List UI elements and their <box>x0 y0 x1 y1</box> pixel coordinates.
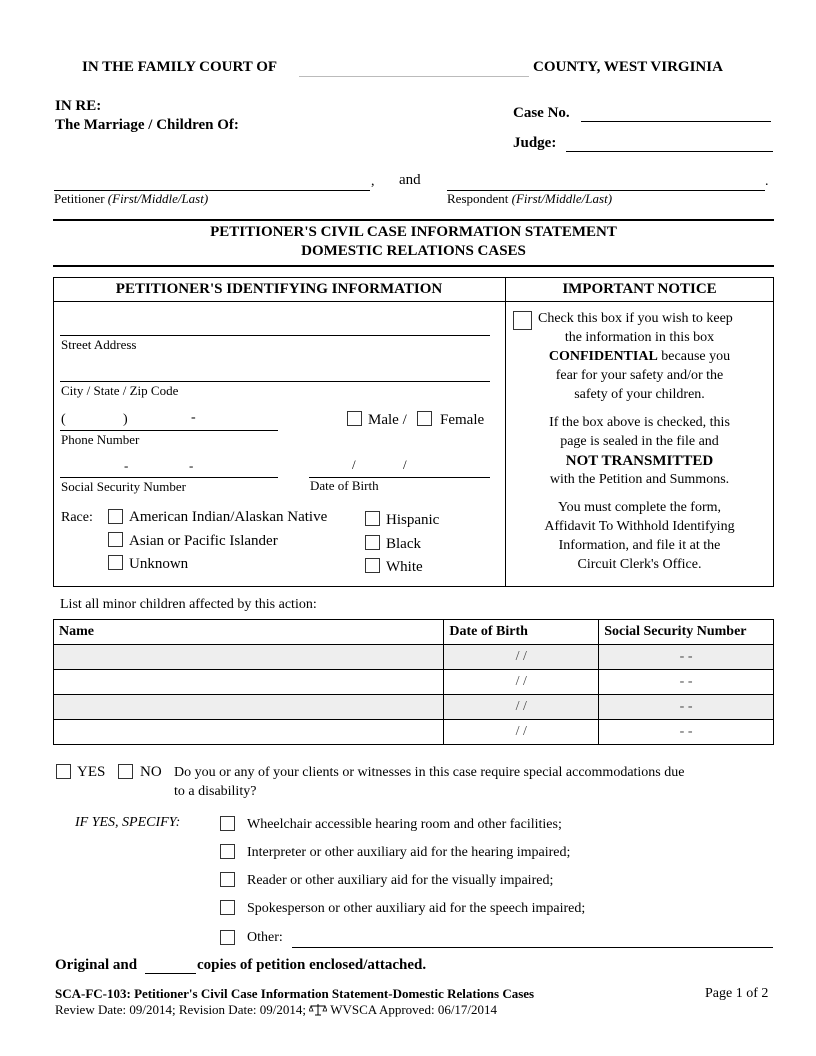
race-hispanic-checkbox[interactable] <box>365 511 380 526</box>
notice-p1-d: fear for your safety and/or the <box>555 368 724 383</box>
marriage-of: The Marriage / Children Of: <box>55 117 239 133</box>
child-name-cell[interactable] <box>54 670 444 695</box>
phone-open-paren: ( <box>61 412 66 427</box>
notice-p3-b: Affidavit To Withhold Identifying <box>544 519 735 534</box>
respondent-caption: Respondent (First/Middle/Last) <box>447 191 613 206</box>
no-label: NO <box>140 764 162 780</box>
notice-p1-e: safety of your children. <box>574 387 705 402</box>
child-dob-cell[interactable]: / / <box>444 670 599 695</box>
yes-checkbox[interactable] <box>56 764 71 779</box>
race-american-indian-checkbox[interactable] <box>108 509 123 524</box>
county-field[interactable] <box>299 76 529 77</box>
ssn-dash-2: - <box>189 458 194 473</box>
col-name: Name <box>54 620 444 645</box>
title-rule-top <box>53 219 774 221</box>
confidential-checkbox[interactable] <box>513 311 532 330</box>
children-header-row <box>54 620 774 645</box>
notice-p1-a: Check this box if you wish to keep <box>538 311 733 326</box>
info-box-header-rule <box>53 301 774 302</box>
no-checkbox[interactable] <box>118 764 133 779</box>
notice-heading: IMPORTANT NOTICE <box>562 281 717 297</box>
child-ssn-cell[interactable]: - - <box>599 720 774 745</box>
phone-number-label: Phone Number <box>61 432 140 447</box>
phone-close-paren: ) <box>123 412 128 427</box>
city-state-zip-label: City / State / Zip Code <box>61 383 179 398</box>
city-state-zip-field[interactable] <box>60 381 490 382</box>
title-line1: PETITIONER'S CIVIL CASE INFORMATION STATEMENT <box>210 224 617 240</box>
street-address-label: Street Address <box>61 337 137 352</box>
table-row <box>54 720 774 745</box>
interpreter-label: Interpreter or other auxiliary aid for the hearing impaired; <box>247 845 571 860</box>
child-ssn-cell[interactable]: - - <box>599 645 774 670</box>
table-row <box>54 645 774 670</box>
race-white-checkbox[interactable] <box>365 558 380 573</box>
title-rule-bottom <box>53 265 774 267</box>
case-no-field[interactable] <box>581 121 771 122</box>
phone-number-field[interactable] <box>60 430 278 431</box>
review-dates: Review Date: 09/2014; Revision Date: 09/2014; WVSCA Approved: 06/17/2014 <box>55 1002 497 1020</box>
other-checkbox[interactable] <box>220 930 235 945</box>
table-row <box>54 695 774 720</box>
notice-p2-a: If the box above is checked, this <box>549 415 730 430</box>
col-ssn: Social Security Number <box>599 620 774 645</box>
and-text: and <box>399 172 421 188</box>
male-label: Male / <box>368 412 407 428</box>
race-unknown-checkbox[interactable] <box>108 555 123 570</box>
notice-p2-c: with the Petition and Summons. <box>549 472 730 487</box>
race-unknown-label: Unknown <box>129 556 189 572</box>
if-yes-specify: IF YES, SPECIFY: <box>75 815 181 830</box>
case-no-label: Case No. <box>513 105 570 121</box>
copies-prefix: Original and <box>55 957 138 973</box>
child-dob-cell[interactable]: / / <box>444 720 599 745</box>
child-name-cell[interactable] <box>54 720 444 745</box>
page-number: Page 1 of 2 <box>705 986 769 1001</box>
copies-suffix: copies of petition enclosed/attached. <box>197 957 427 973</box>
form-title: SCA-FC-103: Petitioner's Civil Case Information Statement-Domestic Relations Cases <box>55 986 535 1001</box>
race-white-label: White <box>386 559 423 575</box>
other-field[interactable] <box>292 947 773 948</box>
ssn-dash-1: - <box>124 458 129 473</box>
ssn-field[interactable] <box>60 477 278 478</box>
petitioner-caption: Petitioner (First/Middle/Last) <box>54 191 209 206</box>
child-dob-cell[interactable]: / / <box>444 695 599 720</box>
notice-p1-c: CONFIDENTIAL because you <box>548 349 731 364</box>
notice-p3-c: Information, and file it at the <box>558 538 721 553</box>
dob-slash-2: / <box>403 457 407 472</box>
notice-p3-d: Circuit Clerk's Office. <box>577 557 702 572</box>
copies-count-field[interactable] <box>145 973 196 974</box>
question-line2: to a disability? <box>174 784 257 799</box>
children-table <box>53 619 774 745</box>
female-checkbox[interactable] <box>417 411 432 426</box>
child-name-cell[interactable] <box>54 695 444 720</box>
wheelchair-label: Wheelchair accessible hearing room and other facilities; <box>247 817 562 832</box>
notice-p1-b: the information in this box <box>564 330 715 345</box>
female-label: Female <box>440 412 485 428</box>
other-label: Other: <box>247 930 283 945</box>
wheelchair-checkbox[interactable] <box>220 816 235 831</box>
title-line2: DOMESTIC RELATIONS CASES <box>301 243 526 259</box>
race-black-label: Black <box>386 536 421 552</box>
race-asian-checkbox[interactable] <box>108 532 123 547</box>
notice-not-transmitted: NOT TRANSMITTED <box>565 453 714 469</box>
race-american-indian-label: American Indian/Alaskan Native <box>129 509 328 525</box>
notice-p2-b: page is sealed in the file and <box>560 434 719 449</box>
table-row <box>54 670 774 695</box>
dob-slash-1: / <box>352 457 356 472</box>
race-asian-label: Asian or Pacific Islander <box>129 533 278 549</box>
child-ssn-cell[interactable]: - - <box>599 670 774 695</box>
question-line1: Do you or any of your clients or witnesses in this case require special accommodations due <box>174 765 685 780</box>
reader-checkbox[interactable] <box>220 872 235 887</box>
spokesperson-label: Spokesperson or other auxiliary aid for the speech impaired; <box>247 901 586 916</box>
in-re: IN RE: <box>55 98 102 114</box>
street-address-field[interactable] <box>60 335 490 336</box>
child-ssn-cell[interactable]: - - <box>599 695 774 720</box>
judge-field[interactable] <box>566 151 773 152</box>
identifying-heading: PETITIONER'S IDENTIFYING INFORMATION <box>115 281 443 297</box>
male-checkbox[interactable] <box>347 411 362 426</box>
ssn-label: Social Security Number <box>61 479 186 494</box>
child-name-cell[interactable] <box>54 645 444 670</box>
reader-label: Reader or other auxiliary aid for the visually impaired; <box>247 873 554 888</box>
spokesperson-checkbox[interactable] <box>220 900 235 915</box>
race-label: Race: <box>61 510 93 525</box>
court-suffix: COUNTY, WEST VIRGINIA <box>533 59 723 75</box>
dob-label: Date of Birth <box>310 478 379 493</box>
notice-p3-a: You must complete the form, <box>557 500 722 515</box>
court-prefix: IN THE FAMILY COURT OF <box>82 59 278 75</box>
yes-label: YES <box>77 764 106 780</box>
scales-of-justice-icon <box>309 1003 327 1020</box>
child-dob-cell[interactable]: / / <box>444 645 599 670</box>
judge-label: Judge: <box>513 135 557 151</box>
race-hispanic-label: Hispanic <box>386 512 440 528</box>
period: . <box>765 174 769 189</box>
comma: , <box>371 174 375 189</box>
interpreter-checkbox[interactable] <box>220 844 235 859</box>
phone-dash: - <box>191 410 196 425</box>
children-intro: List all minor children affected by this action: <box>60 597 317 612</box>
col-dob: Date of Birth <box>444 620 599 645</box>
race-black-checkbox[interactable] <box>365 535 380 550</box>
